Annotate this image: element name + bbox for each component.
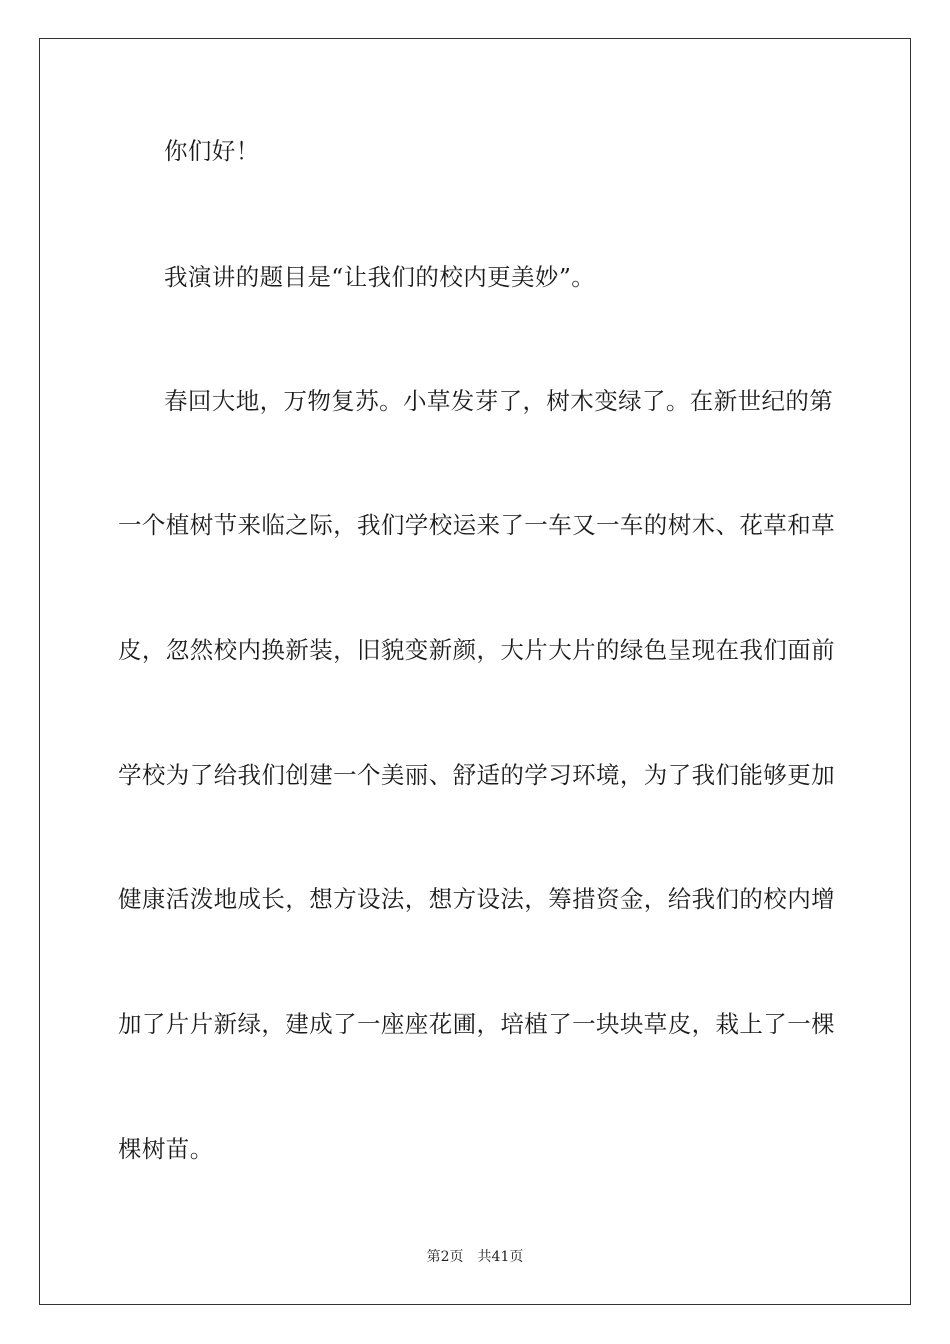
total-pages: 共41页 bbox=[477, 1249, 524, 1265]
page-footer bbox=[0, 1248, 950, 1266]
greeting-line: 你们好！ bbox=[164, 137, 260, 165]
body-line: 棵树苗。 bbox=[118, 1135, 214, 1163]
body-line: 健康活泼地成长，想方设法，想方设法，筹措资金，给我们的校内增 bbox=[118, 885, 835, 913]
body-line: 加了片片新绿，建成了一座座花圃，培植了一块块草皮，栽上了一棵 bbox=[118, 1010, 835, 1038]
page-border bbox=[39, 38, 911, 1305]
body-line: 春回大地，万物复苏。小草发芽了，树木变绿了。在新世纪的第 bbox=[164, 387, 834, 415]
body-line: 学校为了给我们创建一个美丽、舒适的学习环境，为了我们能够更加 bbox=[118, 761, 835, 789]
page-number: 第2页 bbox=[426, 1249, 464, 1265]
body-line: 皮，忽然校内换新装，旧貌变新颜，大片大片的绿色呈现在我们面前 bbox=[118, 636, 835, 664]
body-line: 一个植树节来临之际，我们学校运来了一车又一车的树木、花草和草 bbox=[118, 511, 835, 539]
speech-title-line: 我演讲的题目是“让我们的校内更美妙”。 bbox=[164, 263, 596, 291]
